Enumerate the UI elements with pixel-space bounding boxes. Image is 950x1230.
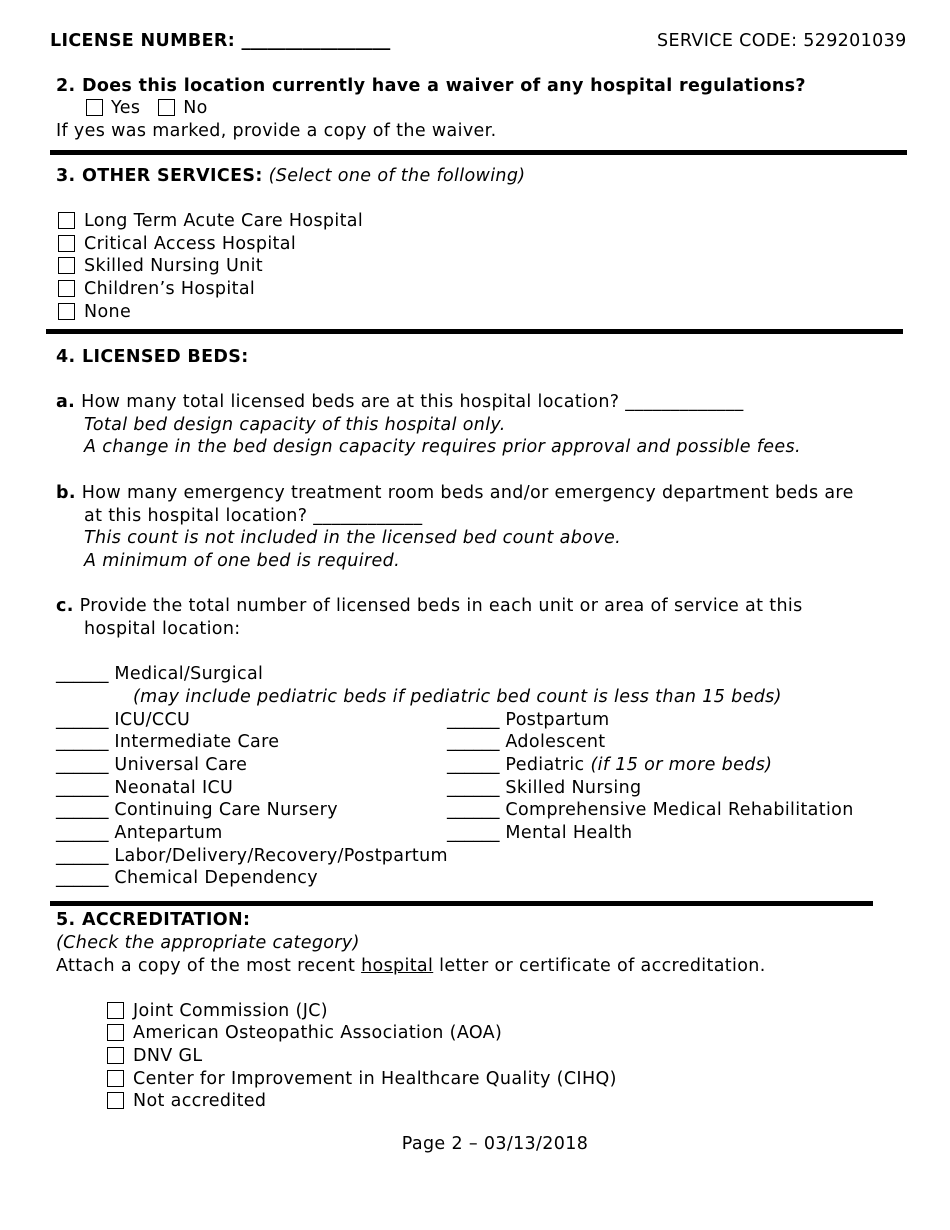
question-b-line2: at this hospital location? ____________: [84, 506, 423, 526]
waiver-note: If yes was marked, provide a copy of the waiver.: [56, 121, 497, 141]
question-a-note: Total bed design capacity of this hospital only.: [84, 415, 506, 435]
unit-left: ______ Labor/Delivery/Recovery/Postpartum: [56, 846, 448, 866]
bed-count-field[interactable]: ______: [447, 710, 500, 730]
question-b-note: This count is not included in the licensed bed count above.: [84, 528, 622, 548]
licensed-beds-heading: 4. LICENSED BEDS:: [56, 347, 249, 367]
service-code: SERVICE CODE: 529201039: [657, 31, 907, 51]
accreditation-heading: 5. ACCREDITATION:: [56, 910, 251, 930]
accreditation-option-aoa[interactable]: American Osteopathic Association (AOA): [107, 1022, 502, 1044]
unit-left: ______ Intermediate Care: [56, 732, 280, 752]
bed-count-field[interactable]: ______: [447, 732, 500, 752]
accreditation-option-not-accredited[interactable]: Not accredited: [107, 1090, 266, 1112]
checkbox[interactable]: [58, 235, 75, 252]
divider: [50, 901, 873, 906]
bed-count-field[interactable]: ______: [447, 778, 500, 798]
unit-left: ______ Continuing Care Nursery: [56, 800, 338, 820]
divider: [46, 329, 903, 334]
bed-count-field[interactable]: ______: [447, 800, 500, 820]
accreditation-option-dnv[interactable]: DNV GL: [107, 1045, 203, 1067]
no-checkbox[interactable]: [158, 99, 175, 116]
license-number-field[interactable]: _________________: [241, 31, 391, 51]
bed-count-field[interactable]: ______: [56, 800, 109, 820]
bed-count-field[interactable]: ______: [56, 710, 109, 730]
question-a: a. How many total licensed beds are at this hospital location? _____________: [56, 392, 744, 412]
checkbox[interactable]: [58, 280, 75, 297]
license-number-label: LICENSE NUMBER: _________________: [50, 31, 391, 51]
checkbox[interactable]: [107, 1024, 124, 1041]
waiver-options: [86, 97, 208, 119]
accreditation-instruction: (Check the appropriate category): [56, 933, 360, 953]
unit-left: ______ Universal Care: [56, 755, 248, 775]
bed-count-field[interactable]: ______: [56, 732, 109, 752]
option-critical-access[interactable]: Critical Access Hospital: [58, 233, 296, 255]
bed-count-field[interactable]: ______: [447, 823, 500, 843]
unit-right: ______ Postpartum: [447, 710, 610, 730]
question-a-note: A change in the bed design capacity requires prior approval and possible fees.: [84, 437, 801, 457]
unit-right: ______ Pediatric (if 15 or more beds): [447, 755, 773, 775]
bed-count-field[interactable]: ______: [447, 755, 500, 775]
checkbox[interactable]: [107, 1047, 124, 1064]
page-footer: Page 2 – 03/13/2018: [401, 1134, 589, 1154]
bed-count-field[interactable]: ______: [56, 755, 109, 775]
option-childrens-hospital[interactable]: Children’s Hospital: [58, 278, 255, 300]
accreditation-option-jc[interactable]: Joint Commission (JC): [107, 1000, 328, 1022]
option-skilled-nursing-unit[interactable]: Skilled Nursing Unit: [58, 255, 263, 277]
question-b-note: A minimum of one bed is required.: [84, 551, 400, 571]
checkbox[interactable]: [107, 1070, 124, 1087]
bed-count-field[interactable]: ______: [56, 778, 109, 798]
medical-surgical-note: (may include pediatric beds if pediatric bed count is less than 15 beds): [133, 687, 782, 707]
yes-label: Yes: [111, 98, 141, 118]
accreditation-option-cihq[interactable]: Center for Improvement in Healthcare Quality (CIHQ): [107, 1068, 617, 1090]
no-label: No: [183, 98, 208, 118]
accreditation-attach-note: Attach a copy of the most recent hospital letter or certificate of accreditation.: [56, 956, 766, 976]
bed-count-field[interactable]: ______: [56, 664, 109, 684]
unit-right: ______ Skilled Nursing: [447, 778, 642, 798]
checkbox[interactable]: [107, 1092, 124, 1109]
unit-left: ______ Antepartum: [56, 823, 223, 843]
checkbox[interactable]: [58, 303, 75, 320]
unit-right: ______ Comprehensive Medical Rehabilitation: [447, 800, 854, 820]
checkbox[interactable]: [107, 1002, 124, 1019]
unit-left: ______ Chemical Dependency: [56, 868, 318, 888]
checkbox[interactable]: [58, 212, 75, 229]
unit-right: ______ Adolescent: [447, 732, 606, 752]
unit-left: ______ Neonatal ICU: [56, 778, 234, 798]
question-b: b. How many emergency treatment room beds and/or emergency department beds are: [56, 483, 854, 503]
question-c: c. Provide the total number of licensed beds in each unit or area of service at this: [56, 596, 803, 616]
bed-count-field[interactable]: ______: [56, 868, 109, 888]
unit-left: ______ ICU/CCU: [56, 710, 191, 730]
unit-medical-surgical: ______ Medical/Surgical: [56, 664, 264, 684]
bed-count-field[interactable]: ______: [56, 823, 109, 843]
option-none[interactable]: None: [58, 301, 131, 323]
yes-checkbox[interactable]: [86, 99, 103, 116]
bed-count-field[interactable]: ______: [56, 846, 109, 866]
divider: [50, 150, 907, 155]
checkbox[interactable]: [58, 257, 75, 274]
other-services-heading: 3. OTHER SERVICES: (Select one of the following): [56, 166, 526, 186]
option-ltach[interactable]: Long Term Acute Care Hospital: [58, 210, 363, 232]
question-c-line2: hospital location:: [84, 619, 241, 639]
waiver-question: 2. Does this location currently have a waiver of any hospital regulations?: [56, 76, 806, 96]
unit-right: ______ Mental Health: [447, 823, 633, 843]
